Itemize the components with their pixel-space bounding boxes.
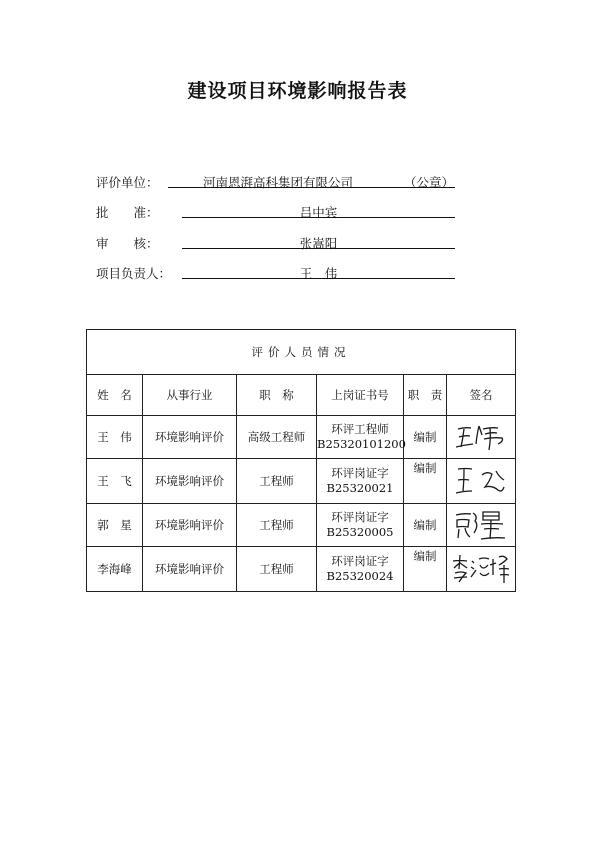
cert-number: B25320021 xyxy=(326,481,394,495)
seal-note: （公章） xyxy=(404,175,455,190)
staff-name: 王 伟 xyxy=(87,416,143,459)
staff-table xyxy=(86,329,516,592)
staff-industry: 环境影响评价 xyxy=(143,416,237,459)
staff-name: 郭 星 xyxy=(87,504,143,547)
signature-image xyxy=(452,463,510,499)
signature-cell xyxy=(447,416,516,459)
staff-title: 工程师 xyxy=(237,547,317,592)
unit-value: 河南恩湃高科集团有限公司 xyxy=(202,175,353,190)
page-title: 建设项目环境影响报告表 xyxy=(187,80,408,102)
unit-label: 评价单位： xyxy=(96,175,159,190)
column-header: 职 称 xyxy=(237,375,317,416)
staff-title: 高级工程师 xyxy=(237,416,317,459)
approve-value: 吕中宾 xyxy=(299,205,338,220)
staff-duty: 编制 xyxy=(404,459,447,504)
column-header: 上岗证书号 xyxy=(317,375,404,416)
staff-duty: 编制 xyxy=(404,547,447,592)
signature-cell xyxy=(447,504,516,547)
staff-industry: 环境影响评价 xyxy=(143,459,237,504)
staff-cert xyxy=(317,504,404,547)
lead-value: 王 伟 xyxy=(299,266,338,281)
signature-image xyxy=(449,551,513,587)
cert-number: B25320024 xyxy=(326,569,394,583)
staff-title: 工程师 xyxy=(237,459,317,504)
column-header: 职 责 xyxy=(404,375,447,416)
column-header: 签名 xyxy=(447,375,516,416)
staff-name: 李海峰 xyxy=(87,547,143,592)
staff-name: 王 飞 xyxy=(87,459,143,504)
staff-cert xyxy=(317,416,404,459)
table-row xyxy=(87,416,516,459)
table-row xyxy=(87,504,516,547)
staff-industry: 环境影响评价 xyxy=(143,504,237,547)
column-header: 姓 名 xyxy=(87,375,143,416)
signature-cell xyxy=(447,459,516,504)
signature-image xyxy=(451,507,511,543)
table-row xyxy=(87,459,516,504)
signature-image xyxy=(452,420,510,454)
approve-label: 批 准： xyxy=(96,205,159,220)
table-heading-row xyxy=(87,330,516,375)
table-header-row xyxy=(87,375,516,416)
table-heading: 评价人员情况 xyxy=(87,330,516,375)
staff-duty: 编制 xyxy=(404,416,447,459)
staff-cert xyxy=(317,459,404,504)
cert-number: B25320101200 xyxy=(317,437,406,451)
staff-duty: 编制 xyxy=(404,504,447,547)
cert-number: B25320005 xyxy=(326,525,394,539)
signature-cell xyxy=(447,547,516,592)
staff-title: 工程师 xyxy=(237,504,317,547)
cert-type: 环评岗证字 xyxy=(331,554,389,568)
staff-industry: 环境影响评价 xyxy=(143,547,237,592)
table-row xyxy=(87,547,516,592)
review-label: 审 核： xyxy=(96,236,159,251)
review-value: 张嵩阳 xyxy=(299,236,338,251)
cert-type: 环评岗证字 xyxy=(331,510,389,524)
staff-cert xyxy=(317,547,404,592)
column-header: 从事行业 xyxy=(143,375,237,416)
cert-type: 环评工程师 xyxy=(331,422,389,436)
cert-type: 环评岗证字 xyxy=(331,466,389,480)
lead-label: 项目负责人： xyxy=(96,266,172,281)
